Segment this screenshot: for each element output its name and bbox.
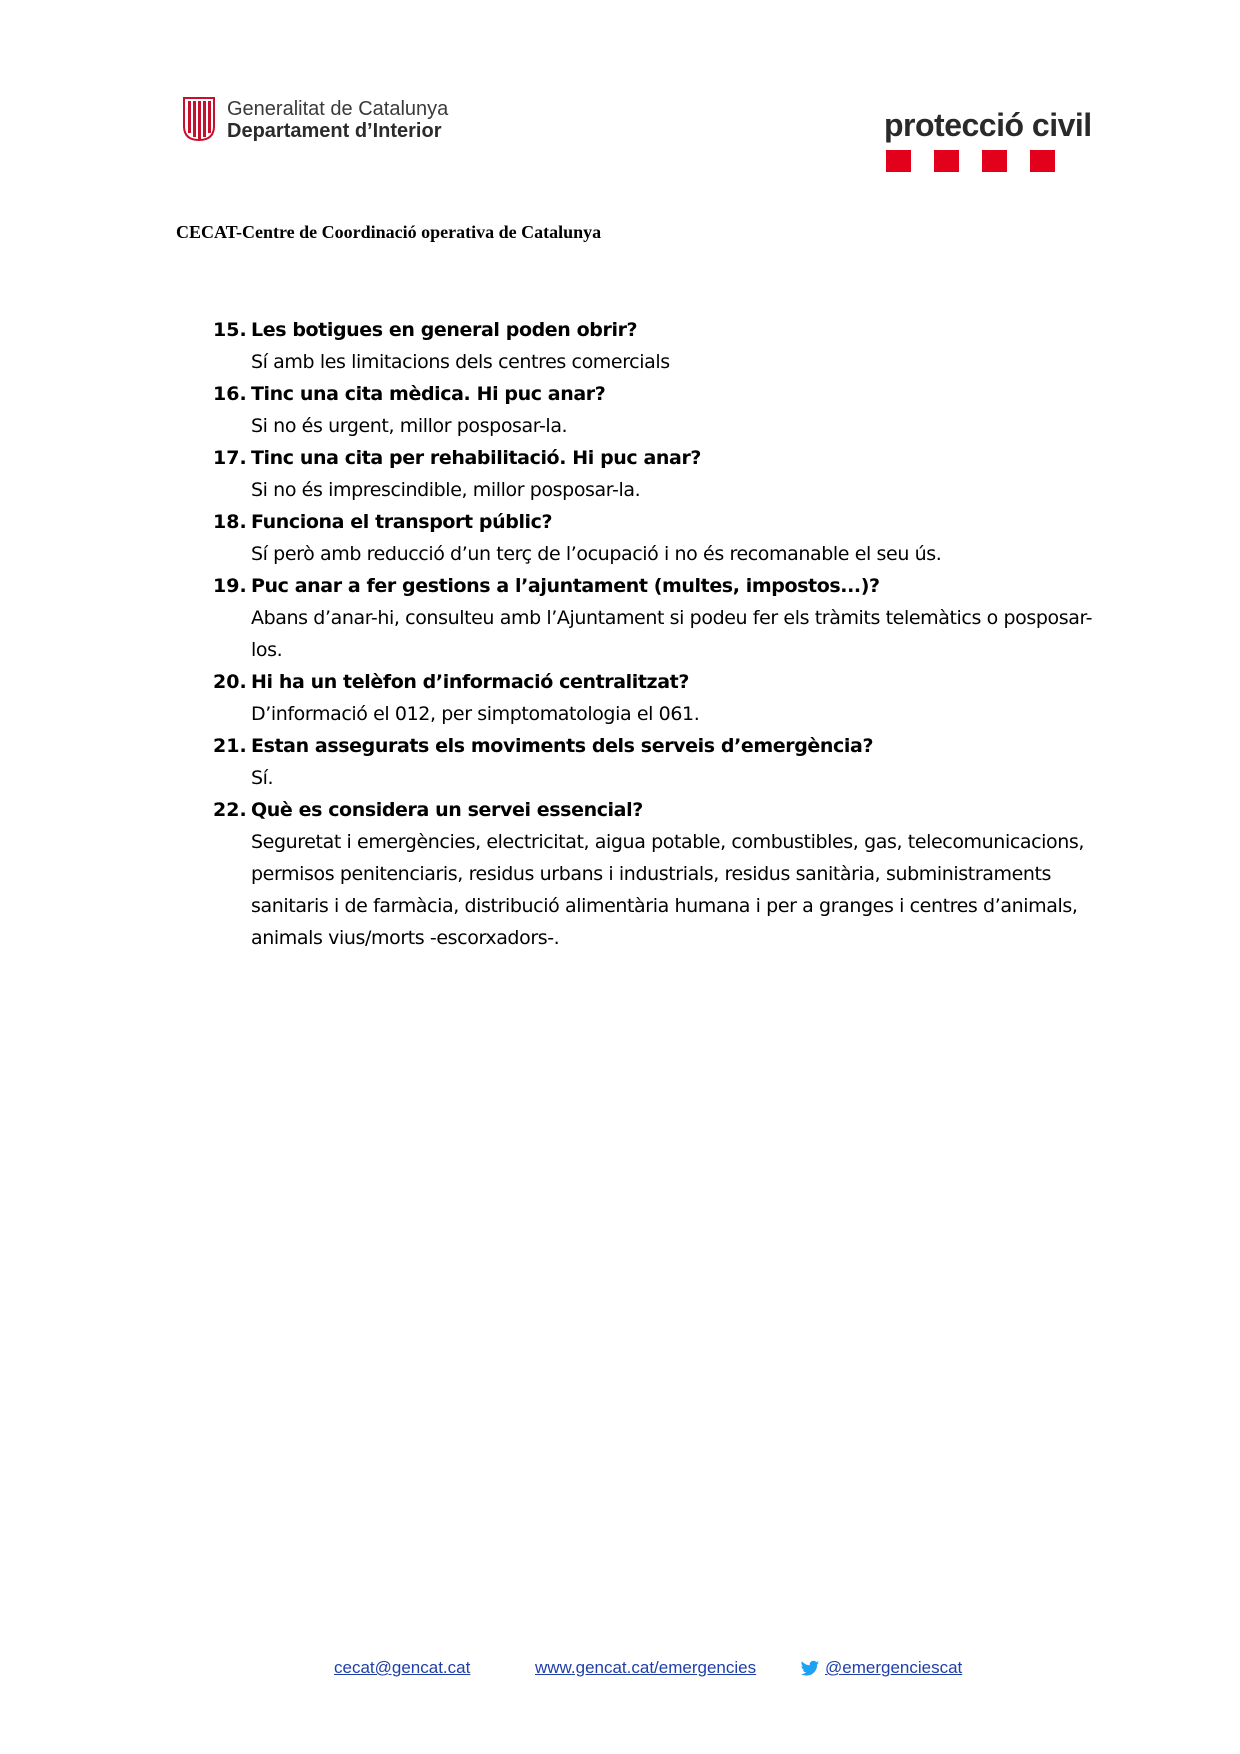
faq-answer: Sí. [251,767,274,789]
faq-item [213,314,1113,378]
document-title: CECAT-Centre de Coordinació operativa de Catalunya [176,222,602,242]
red-square [886,150,911,172]
faq-item [213,570,1113,666]
faq-question: Tinc una cita per rehabilitació. Hi puc anar? [251,447,702,469]
faq-answer: Si no és imprescindible, millor posposar-la. [251,479,641,501]
proteccio-civil-wordmark: protecció civil [884,107,1092,143]
email-link[interactable]: cecat@gencat.cat [334,1658,471,1677]
generalitat-name: Generalitat de Catalunya [227,98,449,120]
faq-number: 19. [213,575,247,597]
red-square [1030,150,1055,172]
faq-item [213,442,1113,506]
faq-question: Puc anar a fer gestions a l’ajuntament (multes, impostos...)? [251,575,880,597]
faq-item [213,666,1113,730]
twitter-icon[interactable] [800,1660,820,1678]
faq-answer: Sí però amb reducció d’un terç de l’ocupació i no és recomanable el seu ús. [251,543,942,565]
faq-question: Tinc una cita mèdica. Hi puc anar? [251,383,606,405]
faq-number: 18. [213,511,247,533]
red-square [982,150,1007,172]
catalan-emblem-icon [182,96,216,142]
faq-answer: Abans d’anar-hi, consulteu amb l’Ajuntament si podeu fer els tràmits telemàtics o posposar-los. [251,607,1093,661]
faq-answer: Sí amb les limitacions dels centres comercials [251,351,670,373]
faq-question: Estan assegurats els moviments dels serveis d’emergència? [251,735,874,757]
footer [0,1658,1240,1682]
faq-list [213,314,1113,954]
faq-answer: D’informació el 012, per simptomatologia el 061. [251,703,700,725]
faq-number: 21. [213,735,247,757]
website-link[interactable]: www.gencat.cat/emergencies [535,1658,757,1677]
faq-answer: Seguretat i emergències, electricitat, aigua potable, combustibles, gas, telecomunicacions, permisos penitenciaris, residus urbans i industrials, residus sanitària, subministraments sanitaris i de farmàcia, distribució alimentària humana i per a granges i centres d’animals, animals vius/morts -escorxadors-. [251,831,1085,949]
faq-number: 20. [213,671,247,693]
faq-item [213,378,1113,442]
faq-number: 15. [213,319,247,341]
generalitat-wordmark [227,98,448,142]
proteccio-civil-squares [886,150,1056,172]
generalitat-logo [182,94,482,144]
faq-number: 16. [213,383,247,405]
faq-item [213,730,1113,794]
faq-question: Què es considera un servei essencial? [251,799,643,821]
faq-number: 22. [213,799,247,821]
proteccio-civil-logo [884,108,1114,174]
faq-question: Les botigues en general poden obrir? [251,319,638,341]
faq-question: Hi ha un telèfon d’informació centralitzat? [251,671,689,693]
faq-item [213,794,1113,954]
faq-answer: Si no és urgent, millor posposar-la. [251,415,568,437]
faq-number: 17. [213,447,247,469]
twitter-link[interactable]: @emergenciescat [825,1658,963,1677]
department-name: Departament d’Interior [227,120,442,142]
red-square [934,150,959,172]
faq-item [213,506,1113,570]
faq-question: Funciona el transport públic? [251,511,553,533]
